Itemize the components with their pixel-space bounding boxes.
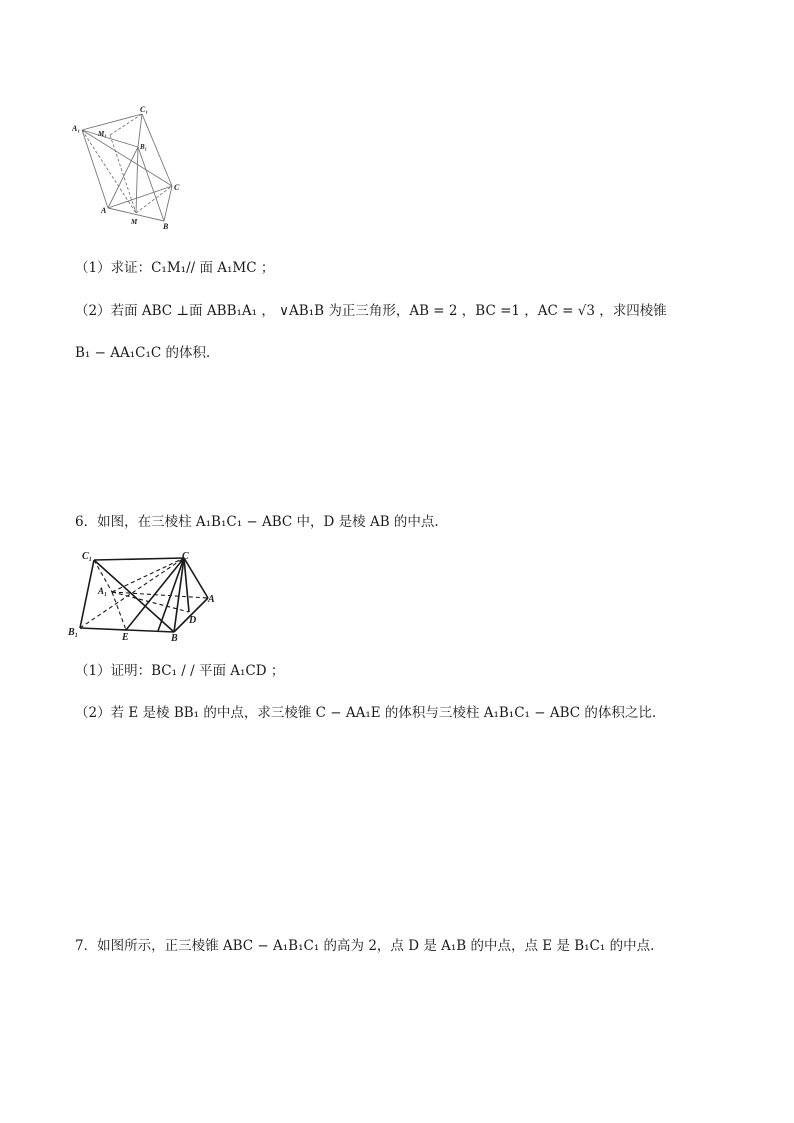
q5-figure: [72, 102, 187, 232]
label-M: M: [131, 218, 138, 226]
label-E: E: [122, 632, 129, 643]
label-B1: B₁: [68, 627, 79, 638]
label-A1: A₁: [72, 124, 81, 133]
q5-part2-line1: （2）若面 ABC ⊥面 ABB₁A₁ ， ∨AB₁B 为正三角形，AB = 2 ，BC =1 ，AC = √3 ，求四棱锥: [75, 303, 667, 319]
label-C1: C₁: [140, 105, 149, 114]
q6-stem: 6．如图，在三棱柱 A₁B₁C₁ − ABC 中，D 是棱 AB 的中点.: [75, 514, 439, 530]
label-D: D: [189, 615, 197, 626]
q6-figure: [68, 548, 228, 644]
label-B: B: [171, 633, 178, 644]
label-B: B: [163, 222, 169, 231]
label-C: C: [174, 183, 180, 192]
q5-part1: （1）求证：C₁M₁// 面 A₁MC ；: [75, 260, 275, 276]
label-C: C: [182, 551, 189, 562]
label-M1: M₁: [98, 130, 107, 138]
label-A1: A₁: [98, 586, 108, 596]
q6-part2: （2）若 E 是棱 BB₁ 的中点，求三棱锥 C − AA₁E 的体积与三棱柱 A₁B₁C₁ − ABC 的体积之比.: [75, 705, 657, 721]
q6-part1: （1）证明：BC₁ / / 平面 A₁CD ；: [75, 663, 285, 679]
label-B1: B₁: [140, 143, 148, 151]
label-C1: C₁: [82, 551, 93, 562]
label-A: A: [208, 594, 215, 605]
q7-stem: 7．如图所示，正三棱锥 ABC − A₁B₁C₁ 的高为 2，点 D 是 A₁B 的中点，点 E 是 B₁C₁ 的中点.: [75, 938, 655, 954]
label-A: A: [101, 206, 107, 215]
q5-part2-line2: B₁ − AA₁C₁C 的体积．: [75, 345, 220, 361]
